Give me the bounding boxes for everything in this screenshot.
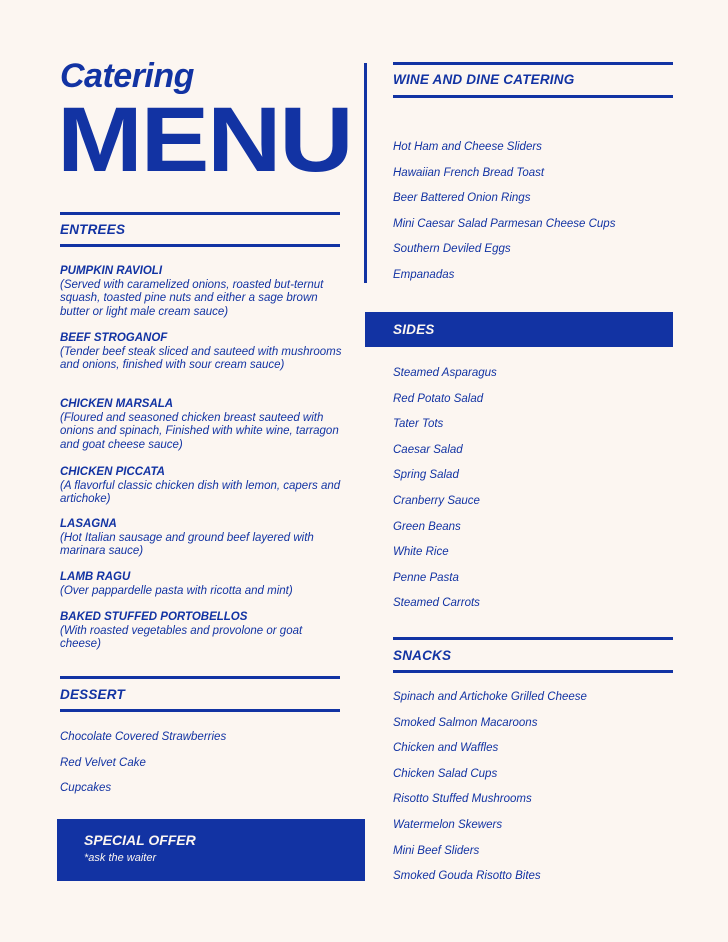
- column-divider: [364, 63, 367, 283]
- divider: [393, 95, 673, 98]
- special-offer-note: *ask the waiter: [84, 852, 157, 864]
- snack-item: Chicken and Waffles: [393, 742, 499, 755]
- entree-description: (Over pappardelle pasta with ricotta and mint): [60, 584, 293, 597]
- snack-item: Spinach and Artichoke Grilled Cheese: [393, 691, 587, 703]
- wine-dine-item: Hawaiian French Bread Toast: [393, 166, 545, 179]
- snacks-list: [393, 690, 587, 895]
- entree-description: (Floured and seasoned chicken breast sauteed with onions and spinach, Finished with white wine, tarragon and goat cheese sauce): [60, 411, 339, 451]
- snack-item: Watermelon Skewers: [393, 818, 503, 831]
- side-item: Spring Salad: [393, 469, 459, 482]
- entree-item: [60, 398, 345, 452]
- dessert-list: [60, 730, 226, 807]
- side-item: Green Beans: [393, 520, 461, 533]
- dessert-item: Chocolate Covered Strawberries: [60, 731, 227, 743]
- entree-name: LASAGNA: [60, 518, 117, 530]
- entree-item: [60, 265, 345, 319]
- entree-name: CHICKEN PICCATA: [60, 466, 165, 478]
- side-item: Caesar Salad: [393, 443, 463, 456]
- entree-description: (Tender beef steak sliced and sauteed with mushrooms and onions, finished with sour cream sauce): [60, 345, 342, 372]
- side-item: White Rice: [393, 546, 449, 559]
- sides-list: [393, 366, 497, 622]
- wine-dine-heading: WINE AND DINE CATERING: [393, 72, 575, 87]
- entree-description: (A flavorful classic chicken dish with lemon, capers and artichoke): [60, 479, 341, 506]
- side-item: Steamed Asparagus: [393, 367, 497, 379]
- dessert-item: Red Velvet Cake: [60, 756, 146, 769]
- entree-item: [60, 518, 345, 559]
- divider: [60, 676, 340, 679]
- entree-name: BEEF STROGANOF: [60, 332, 168, 344]
- wine-dine-item: Southern Deviled Eggs: [393, 243, 511, 256]
- special-offer-box: [57, 819, 365, 881]
- entree-name: BAKED STUFFED PORTOBELLOS: [60, 611, 248, 623]
- side-item: Steamed Carrots: [393, 597, 480, 610]
- wine-dine-list: [393, 140, 615, 294]
- entrees-heading: ENTREES: [60, 222, 126, 237]
- snack-item: Mini Beef Sliders: [393, 844, 480, 857]
- snack-item: Chicken Salad Cups: [393, 767, 498, 780]
- divider: [393, 62, 673, 65]
- snack-item: Smoked Salmon Macaroons: [393, 716, 538, 729]
- side-item: Red Potato Salad: [393, 392, 484, 405]
- snack-item: Risotto Stuffed Mushrooms: [393, 793, 532, 806]
- divider: [60, 244, 340, 247]
- entree-item: [60, 611, 345, 652]
- divider: [60, 709, 340, 712]
- divider: [393, 637, 673, 640]
- divider: [393, 670, 673, 673]
- entree-name: CHICKEN MARSALA: [60, 398, 174, 410]
- entree-description: (Hot Italian sausage and ground beef layered with marinara sauce): [60, 531, 314, 558]
- entree-item: [60, 571, 345, 598]
- entree-item: [60, 466, 345, 507]
- snacks-heading: SNACKS: [393, 648, 452, 663]
- entree-name: LAMB RAGU: [60, 571, 131, 583]
- menu-subtitle: Catering: [60, 57, 194, 95]
- entree-item: [60, 332, 345, 373]
- dessert-item: Cupcakes: [60, 782, 112, 795]
- menu-title: MENU: [57, 89, 352, 191]
- divider: [60, 212, 340, 215]
- wine-dine-item: Hot Ham and Cheese Sliders: [393, 141, 542, 153]
- wine-dine-item: Mini Caesar Salad Parmesan Cheese Cups: [393, 217, 616, 230]
- sides-heading: SIDES: [393, 322, 435, 337]
- entree-name: PUMPKIN RAVIOLI: [60, 265, 163, 277]
- wine-dine-item: Empanadas: [393, 268, 455, 281]
- dessert-heading: DESSERT: [60, 687, 125, 702]
- side-item: Tater Tots: [393, 418, 444, 431]
- entree-description: (Served with caramelized onions, roasted but-ternut squash, toasted pine nuts and either a sage brown butter or light male cream sauce): [60, 278, 324, 318]
- side-item: Penne Pasta: [393, 571, 459, 584]
- wine-dine-item: Beer Battered Onion Rings: [393, 192, 531, 205]
- snack-item: Smoked Gouda Risotto Bites: [393, 870, 541, 883]
- sides-header-band: [365, 312, 673, 347]
- entree-description: (With roasted vegetables and provolone or goat cheese): [60, 624, 303, 651]
- special-offer-title: SPECIAL OFFER: [84, 832, 196, 848]
- side-item: Cranberry Sauce: [393, 494, 480, 507]
